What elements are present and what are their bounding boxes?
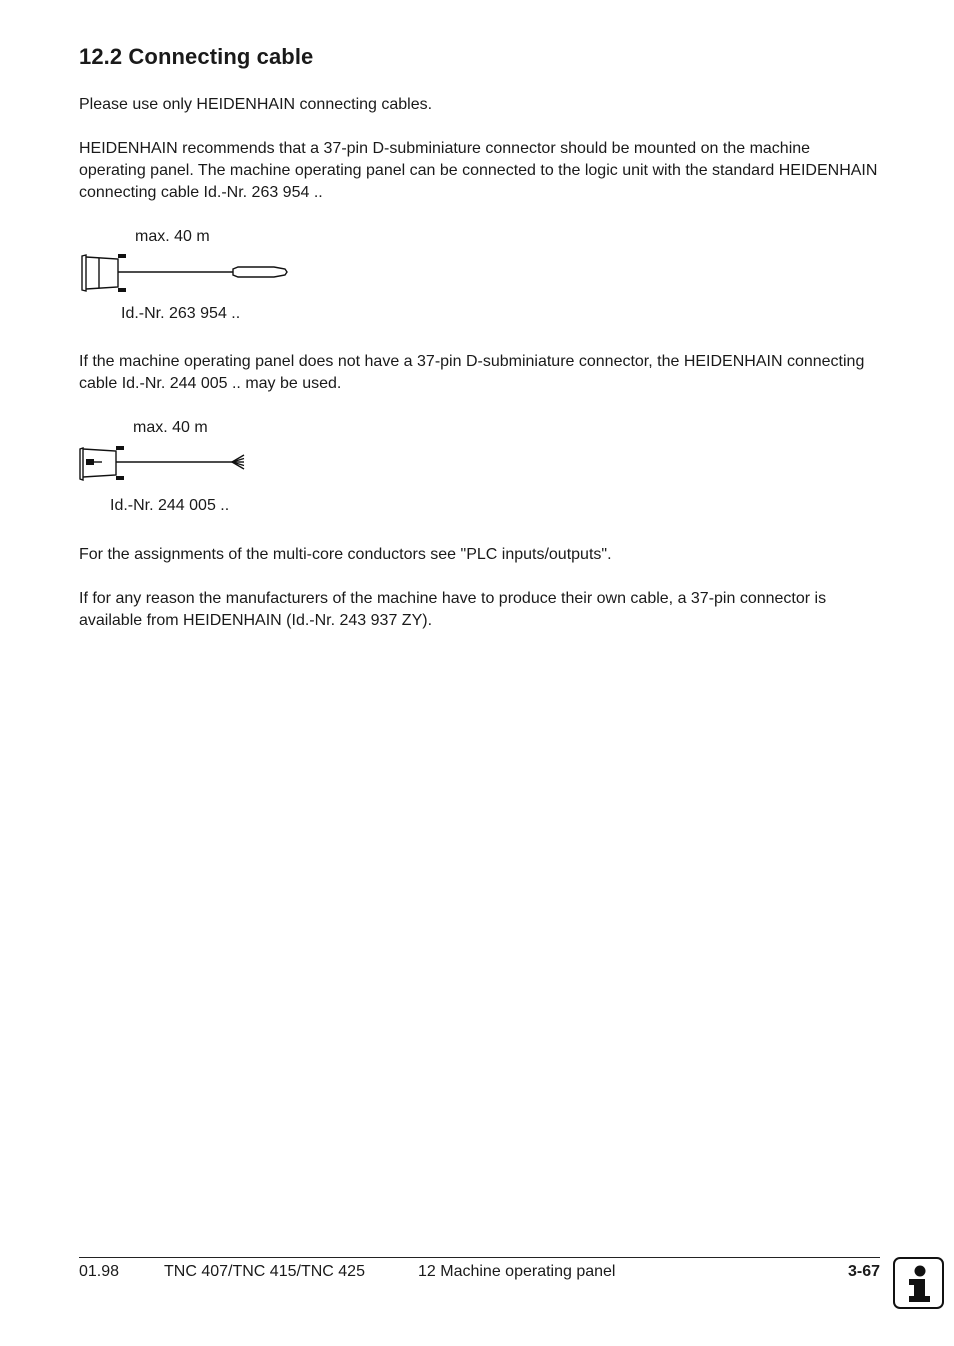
cable-id-label: Id.-Nr. 263 954 .. <box>121 305 241 322</box>
info-icon <box>893 1257 944 1309</box>
cable-id-label: Id.-Nr. 244 005 .. <box>110 497 230 514</box>
cable-length-label: max. 40 m <box>133 419 208 436</box>
paragraph-own-cable: If for any reason the manufacturers of the machine have to produce their own cable, a 37-pin connector is available from HEIDENHAIN (Id.-Nr. 243 937 ZY). <box>79 590 827 629</box>
paragraph-alternative-cable: If the machine operating panel does not have a 37-pin D-subminiature connector, the HEIDENHAIN connecting cable Id.-Nr. 244 005 .. may be used. <box>79 353 865 392</box>
section-heading: 12.2 Connecting cable <box>79 44 314 69</box>
paragraph-recommendation: HEIDENHAIN recommends that a 37-pin D-subminiature connector should be mounted on the machine operating panel. The machine operating panel can be connected to the logic unit with the standard HEIDENHAIN connecting cable Id.-Nr. 263 954 .. <box>79 140 878 201</box>
page-number: 3-67 <box>847 1263 880 1280</box>
paragraph-use-only: Please use only HEIDENHAIN connecting cables. <box>79 96 433 113</box>
paragraph-conductor-assignments: For the assignments of the multi-core conductors see "PLC inputs/outputs". <box>79 546 612 563</box>
cable-length-label: max. 40 m <box>135 228 210 245</box>
footer-date: 01.98 <box>79 1263 120 1280</box>
footer-divider <box>79 1257 880 1258</box>
footer-chapter: 12 Machine operating panel <box>418 1263 616 1280</box>
dsub-cable-263954-illustration <box>78 250 293 296</box>
footer-model: TNC 407/TNC 415/TNC 425 <box>164 1263 365 1280</box>
dsub-cable-244005-illustration <box>76 443 251 485</box>
